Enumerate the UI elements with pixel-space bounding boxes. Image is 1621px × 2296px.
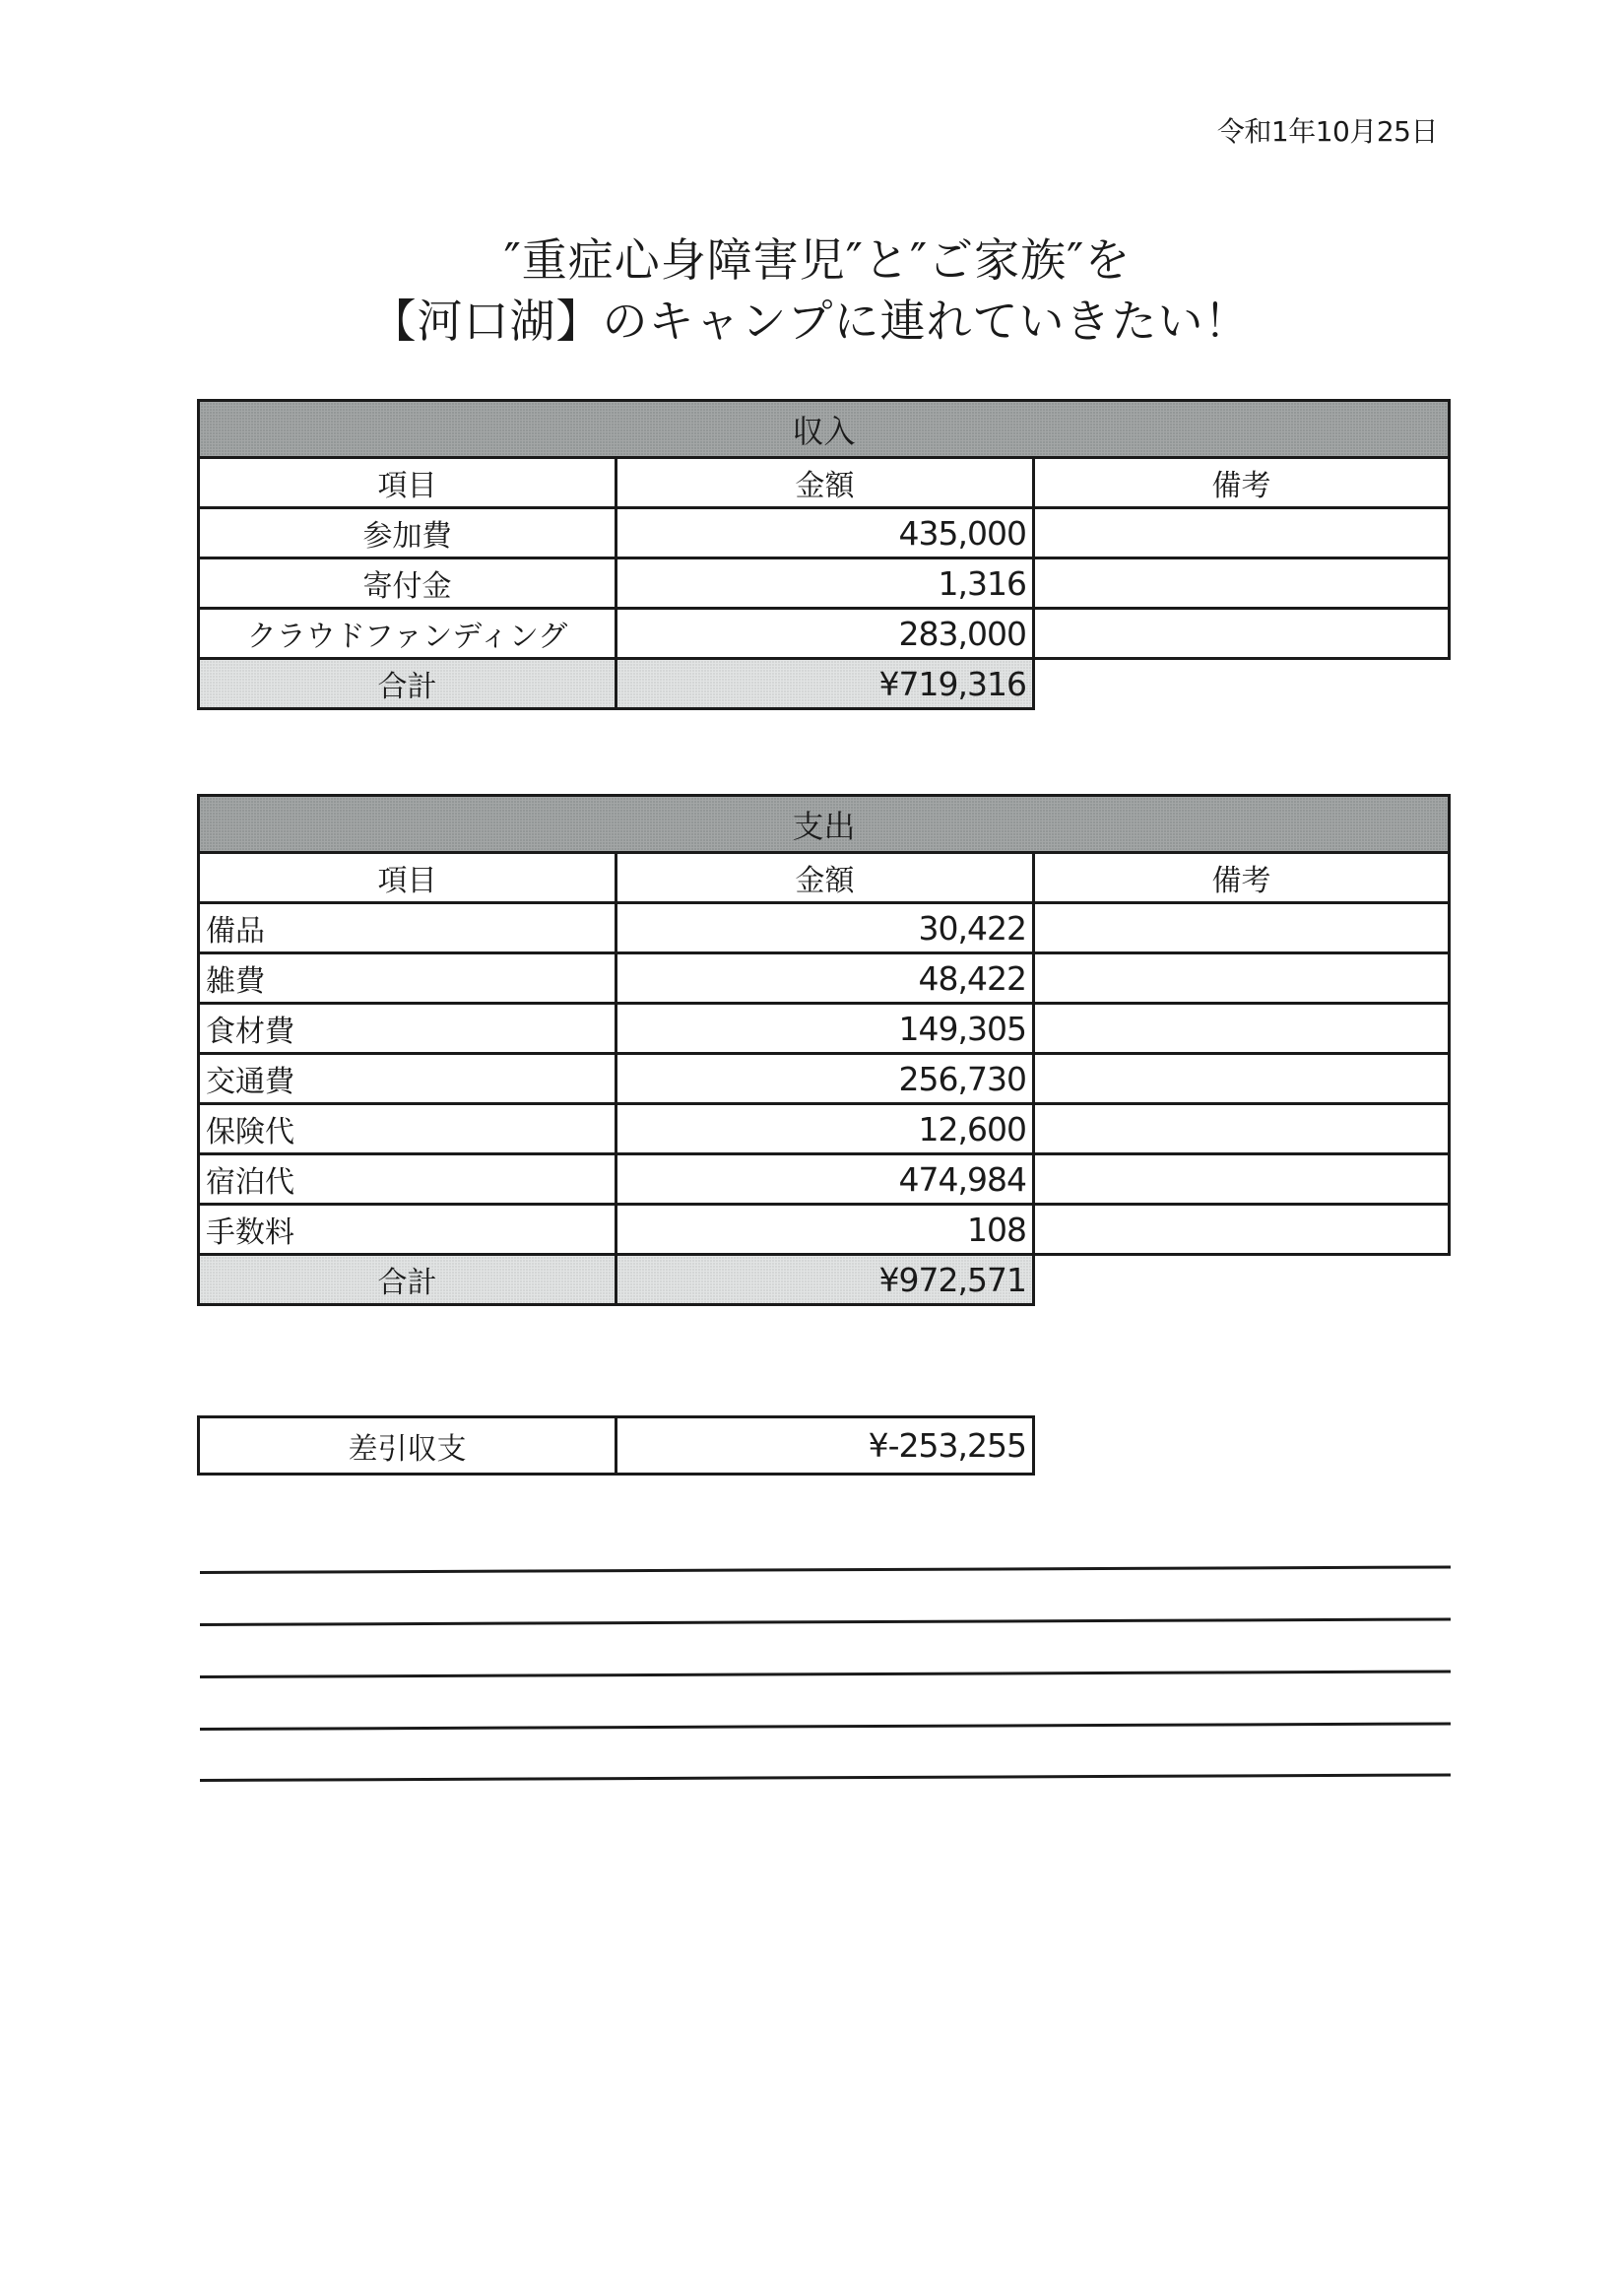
blank-line bbox=[200, 1773, 1451, 1782]
income-header-row bbox=[199, 458, 1450, 508]
table-row bbox=[199, 953, 1450, 1004]
document-title-line-2: 【河口湖】のキャンプに連れていきたい！ bbox=[370, 295, 1251, 348]
expense-item: 手数料 bbox=[199, 1205, 616, 1255]
balance-row bbox=[199, 1417, 1034, 1475]
balance-amount: ¥-253,255 bbox=[616, 1417, 1034, 1475]
table-row bbox=[199, 508, 1450, 558]
expense-note bbox=[1034, 1205, 1450, 1255]
income-note bbox=[1034, 558, 1450, 609]
income-table bbox=[197, 399, 1451, 710]
table-row bbox=[199, 1054, 1450, 1104]
income-total-label: 合計 bbox=[199, 659, 616, 709]
income-total-amount: ¥719,316 bbox=[616, 659, 1034, 709]
expense-item: 雑費 bbox=[199, 953, 616, 1004]
income-amount: 283,000 bbox=[616, 609, 1034, 659]
table-row bbox=[199, 558, 1450, 609]
expense-note bbox=[1034, 1004, 1450, 1054]
income-col-item: 項目 bbox=[199, 458, 616, 508]
table-row bbox=[199, 609, 1450, 659]
income-note bbox=[1034, 508, 1450, 558]
expense-header-row bbox=[199, 853, 1450, 903]
expense-note bbox=[1034, 903, 1450, 953]
income-amount: 435,000 bbox=[616, 508, 1034, 558]
expense-item: 宿泊代 bbox=[199, 1154, 616, 1205]
expense-note bbox=[1034, 953, 1450, 1004]
document-title-line-1: ″重症心身障害児″と″ご家族″を bbox=[503, 233, 1132, 287]
balance-table bbox=[197, 1415, 1035, 1476]
income-item: 寄付金 bbox=[199, 558, 616, 609]
expense-col-note: 備考 bbox=[1034, 853, 1450, 903]
income-amount: 1,316 bbox=[616, 558, 1034, 609]
table-row bbox=[199, 1205, 1450, 1255]
expense-amount: 12,600 bbox=[616, 1104, 1034, 1154]
expense-item: 食材費 bbox=[199, 1004, 616, 1054]
blank-line bbox=[200, 1722, 1451, 1731]
expense-total-amount: ¥972,571 bbox=[616, 1255, 1034, 1305]
expense-item: 交通費 bbox=[199, 1054, 616, 1104]
income-section-title: 収入 bbox=[199, 401, 1450, 458]
expense-amount: 149,305 bbox=[616, 1004, 1034, 1054]
expense-note bbox=[1034, 1104, 1450, 1154]
expense-item: 保険代 bbox=[199, 1104, 616, 1154]
blank-line bbox=[200, 1670, 1451, 1678]
expense-total-row bbox=[199, 1255, 1450, 1305]
income-item: 参加費 bbox=[199, 508, 616, 558]
expense-note bbox=[1034, 1054, 1450, 1104]
expense-col-amount: 金額 bbox=[616, 853, 1034, 903]
expense-amount: 256,730 bbox=[616, 1054, 1034, 1104]
income-col-amount: 金額 bbox=[616, 458, 1034, 508]
blank-line bbox=[200, 1565, 1451, 1574]
expense-table bbox=[197, 794, 1451, 1306]
balance-label: 差引収支 bbox=[199, 1417, 616, 1475]
expense-section-title: 支出 bbox=[199, 796, 1450, 853]
table-row bbox=[199, 1154, 1450, 1205]
income-item: クラウドファンディング bbox=[199, 609, 616, 659]
expense-item: 備品 bbox=[199, 903, 616, 953]
expense-amount: 108 bbox=[616, 1205, 1034, 1255]
income-note bbox=[1034, 609, 1450, 659]
expense-amount: 48,422 bbox=[616, 953, 1034, 1004]
income-total-row bbox=[199, 659, 1450, 709]
table-row bbox=[199, 1104, 1450, 1154]
document-date: 令和1年10月25日 bbox=[1216, 115, 1438, 148]
blank-line bbox=[200, 1617, 1451, 1626]
table-row bbox=[199, 1004, 1450, 1054]
table-row bbox=[199, 903, 1450, 953]
income-col-note: 備考 bbox=[1034, 458, 1450, 508]
expense-col-item: 項目 bbox=[199, 853, 616, 903]
expense-note bbox=[1034, 1154, 1450, 1205]
expense-amount: 30,422 bbox=[616, 903, 1034, 953]
expense-total-label: 合計 bbox=[199, 1255, 616, 1305]
expense-amount: 474,984 bbox=[616, 1154, 1034, 1205]
